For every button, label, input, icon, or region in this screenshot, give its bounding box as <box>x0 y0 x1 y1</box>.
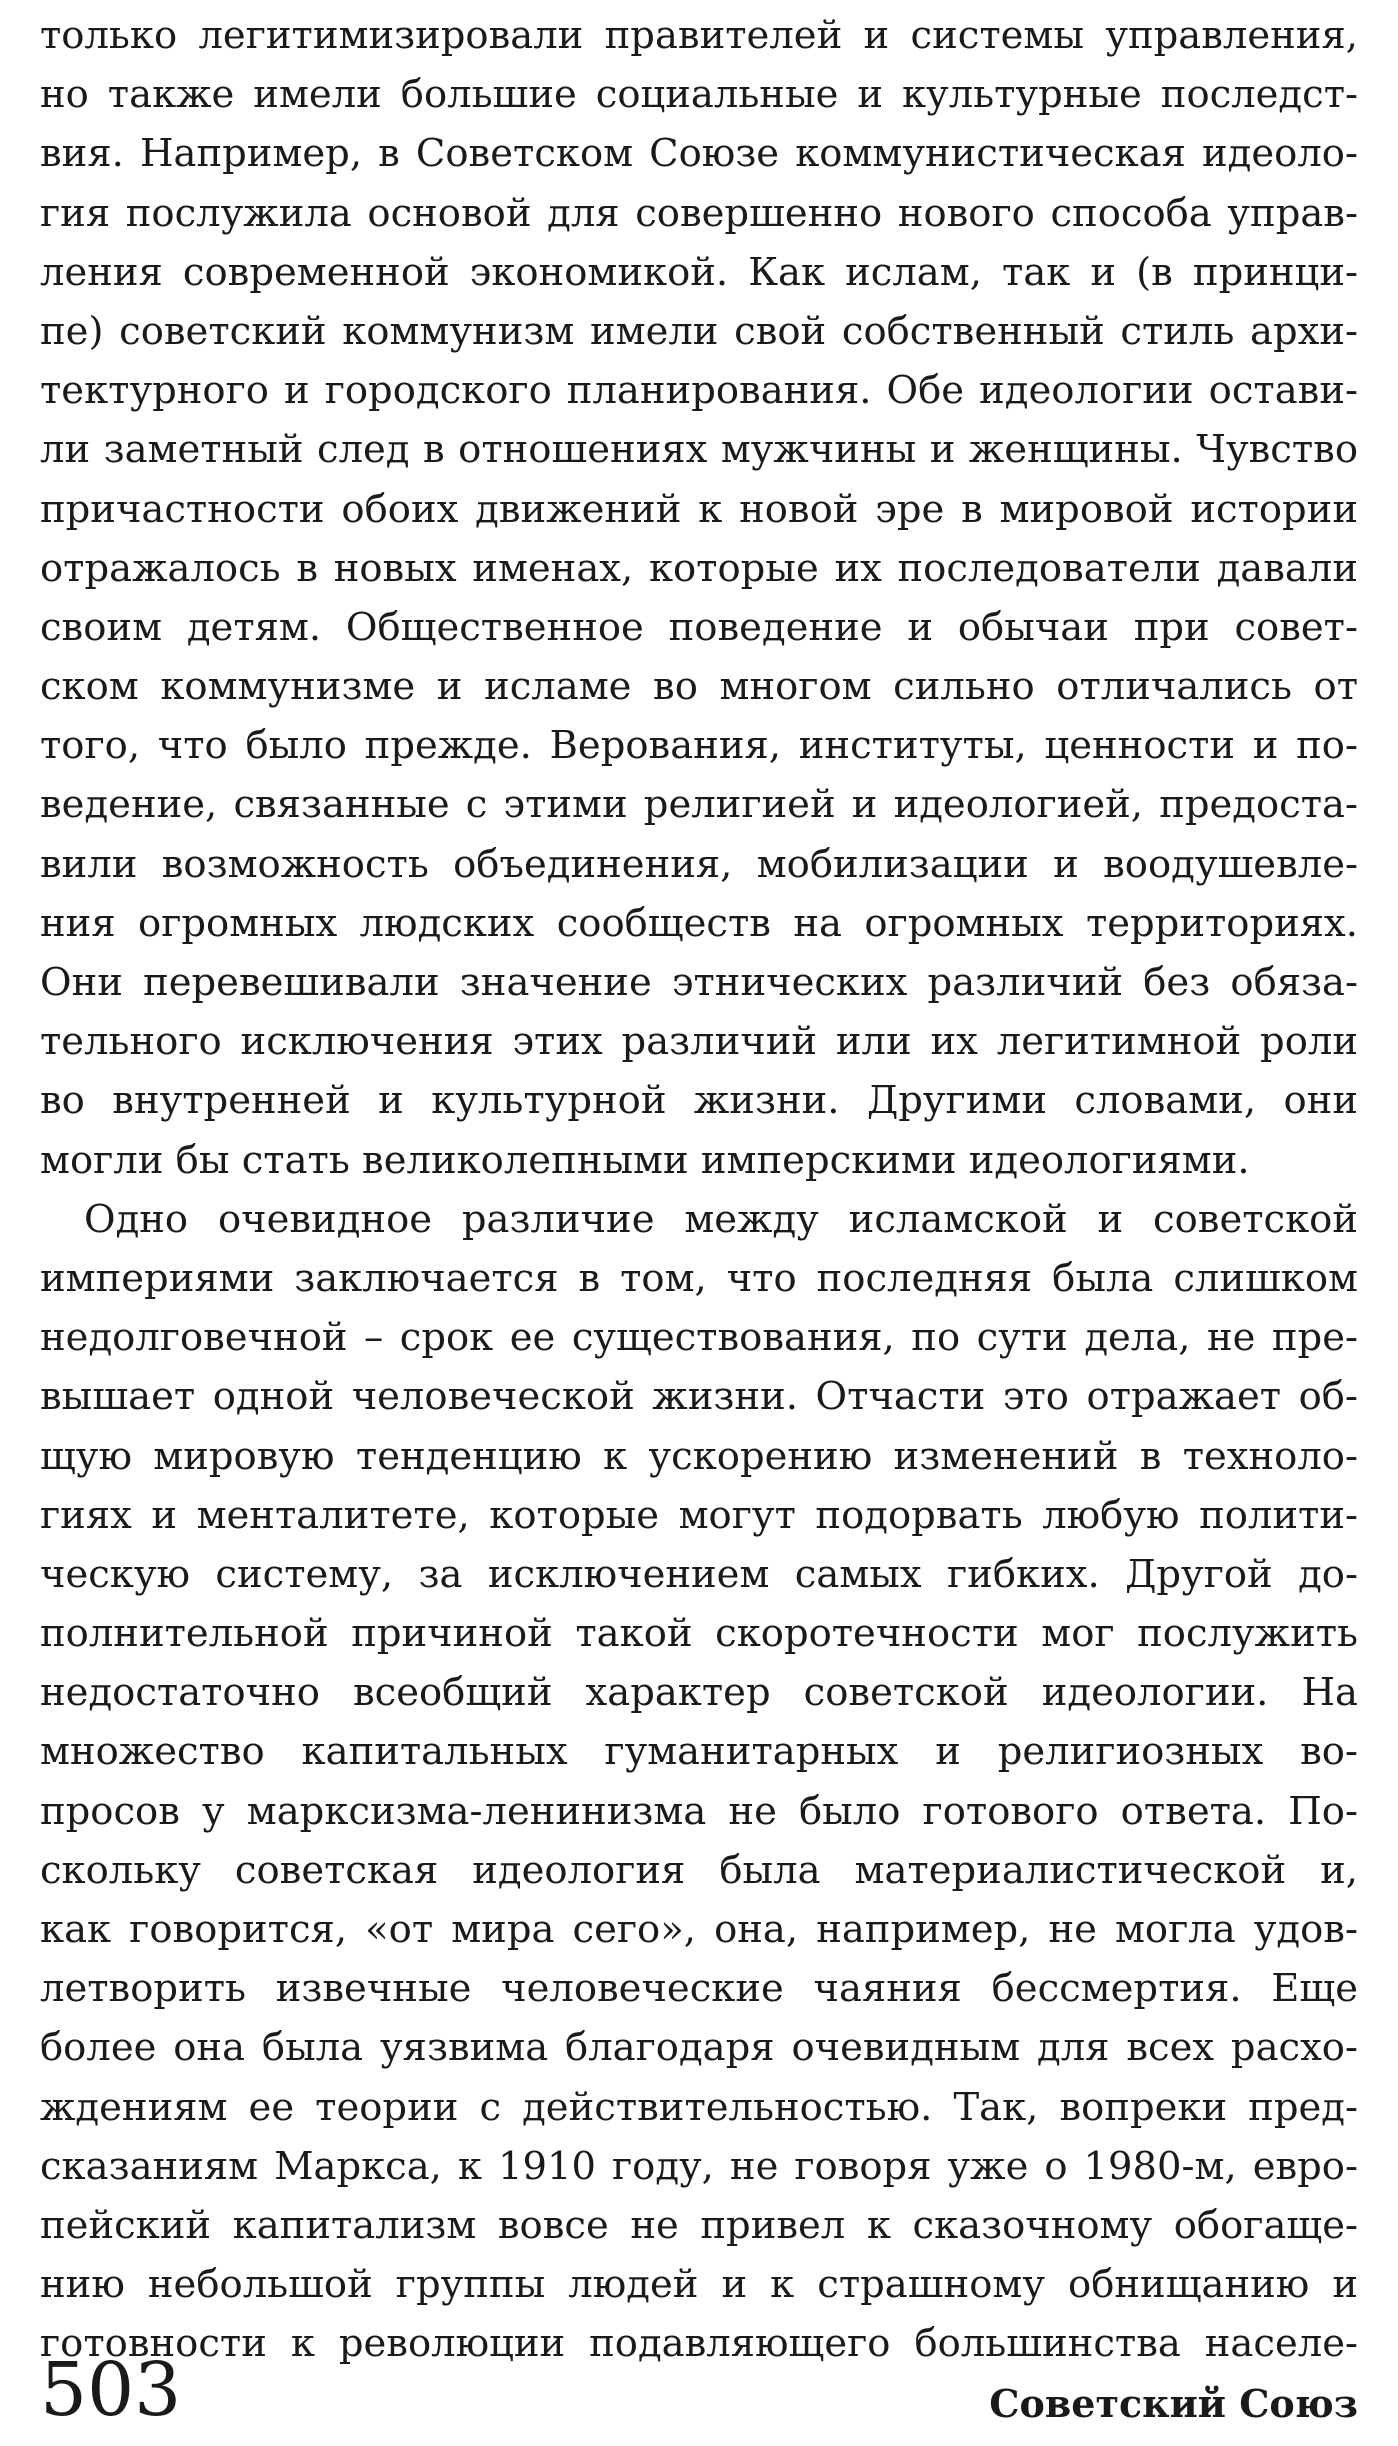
text-line: причастности обоих движений к новой эре в мировой истории <box>40 486 1358 532</box>
book-page <box>40 6 1358 2436</box>
text-line: только легитимизировали правителей и системы управления, <box>40 13 1358 58</box>
text-line: тектурного и городского планирования. Обе идеологии остави- <box>40 368 1358 414</box>
text-line: Они перевешивали значение этнических различий без обяза- <box>40 960 1358 1005</box>
text-line: ли заметный след в отношениях мужчины и женщины. Чувство <box>40 427 1358 473</box>
text-line: сказаниям Маркса, к 1910 году, не говоря уже о 1980-м, евро- <box>40 2143 1358 2189</box>
text-line: просов у марксизма-ленинизма не было готового ответа. По- <box>40 1788 1358 1834</box>
text-line: ческую систему, за исключением самых гибких. Другой до- <box>40 1551 1358 1597</box>
text-line: ском коммунизме и исламе во многом сильно отличались от <box>40 664 1358 710</box>
text-line: во внутренней и культурной жизни. Другими словами, они <box>40 1078 1358 1124</box>
text-line: готовности к революции подавляющего большинства населе- <box>40 2321 1358 2367</box>
text-line: гиях и менталитете, которые могут подорвать любую полити- <box>40 1492 1358 1538</box>
page-footer <box>40 2347 1358 2433</box>
text-line: недостаточно всеобщий характер советской идеологии. На <box>40 1670 1358 1716</box>
text-line: империями заключается в том, что последняя была слишком <box>40 1255 1358 1301</box>
text-line: ления современной экономикой. Как ислам, так и (в принци- <box>40 249 1358 295</box>
text-line: вия. Например, в Советском Союзе коммунистическая идеоло- <box>40 131 1358 177</box>
text-line: летворить извечные человеческие чаяния бессмертия. Еще <box>40 1966 1358 2012</box>
text-line: ждениям ее теории с действительностью. Так, вопреки пред- <box>40 2084 1358 2130</box>
text-line: вили возможность объединения, мобилизации и воодушевле- <box>40 841 1358 887</box>
text-line: пе) советский коммунизм имели свой собственный стиль архи- <box>40 308 1358 354</box>
text-line: того, что было прежде. Верования, институты, ценности и по- <box>40 723 1358 769</box>
text-line: нию небольшой группы людей и к страшному обнищанию и <box>40 2262 1358 2308</box>
text-line: ния огромных людских сообществ на огромных территориях. <box>40 900 1358 946</box>
text-line: множество капитальных гуманитарных и религиозных во- <box>40 1729 1358 1775</box>
text-line: могли бы стать великолепными имперскими идеологиями. <box>40 1137 1250 1183</box>
text-line: вышает одной человеческой жизни. Отчасти это отражает об- <box>40 1374 1358 1420</box>
text-line: гия послужила основой для совершенно нового способа управ- <box>40 190 1358 236</box>
page-number: 503 <box>40 2347 182 2433</box>
text-line: Одно очевидное различие между исламской и советской <box>84 1196 1358 1242</box>
text-line: более она была уязвима благодаря очевидным для всех расхо- <box>40 2025 1358 2071</box>
text-line: пейский капитализм вовсе не привел к сказочному обогаще- <box>40 2202 1358 2248</box>
text-line: своим детям. Общественное поведение и обычаи при совет- <box>40 604 1358 650</box>
text-line: ведение, связанные с этими религией и идеологией, предоста- <box>40 782 1358 828</box>
text-line: недолговечной – срок ее существования, по сути дела, не пре- <box>40 1315 1358 1361</box>
text-line: скольку советская идеология была материалистической и, <box>40 1847 1358 1893</box>
text-line: тельного исключения этих различий или их легитимной роли <box>40 1019 1358 1065</box>
text-line: отражалось в новых именах, которые их последователи давали <box>40 545 1358 591</box>
body-text <box>40 6 1358 2374</box>
running-head: Советский Союз <box>989 2381 1358 2426</box>
text-line: полнительной причиной такой скоротечности мог послужить <box>40 1611 1358 1657</box>
text-line: как говорится, «от мира сего», она, например, не могла удов- <box>40 1907 1358 1952</box>
text-line: но также имели большие социальные и культурные последст- <box>40 72 1358 118</box>
text-line: щую мировую тенденцию к ускорению изменений в техноло- <box>40 1433 1358 1479</box>
